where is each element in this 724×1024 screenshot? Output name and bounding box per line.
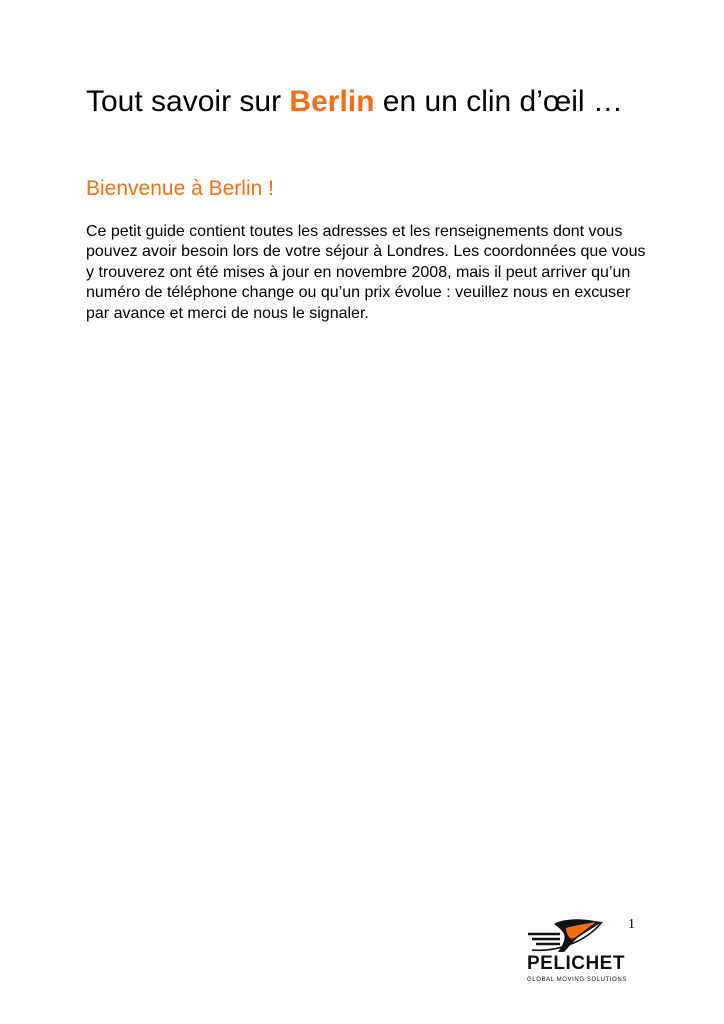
intro-paragraph: Ce petit guide contient toutes les adresses et les renseignements dont vous pouvez avoir besoin lors de votre séjour à Londres. Les coordonnées que vous y trouverez ont été mises à jour en novembre 2008, mais il peut arriver qu’un numéro de téléphone change ou qu’un prix évolue : veuillez nous en excuser par avance et merci de nous le signaler. [86,223,646,322]
company-logo [524,914,627,986]
logo-tagline: GLOBAL MOVING SOLUTIONS [527,977,627,983]
pelican-icon [524,914,624,954]
title-prefix: Tout savoir sur [86,85,290,118]
page-title [86,82,623,122]
title-city: Berlin [289,85,375,118]
page-number: 1 [628,917,635,932]
section-heading: Bienvenue à Berlin ! [86,177,274,200]
logo-wordmark: PELICHET [527,953,625,974]
title-suffix: en un clin d’œil … [374,85,623,118]
